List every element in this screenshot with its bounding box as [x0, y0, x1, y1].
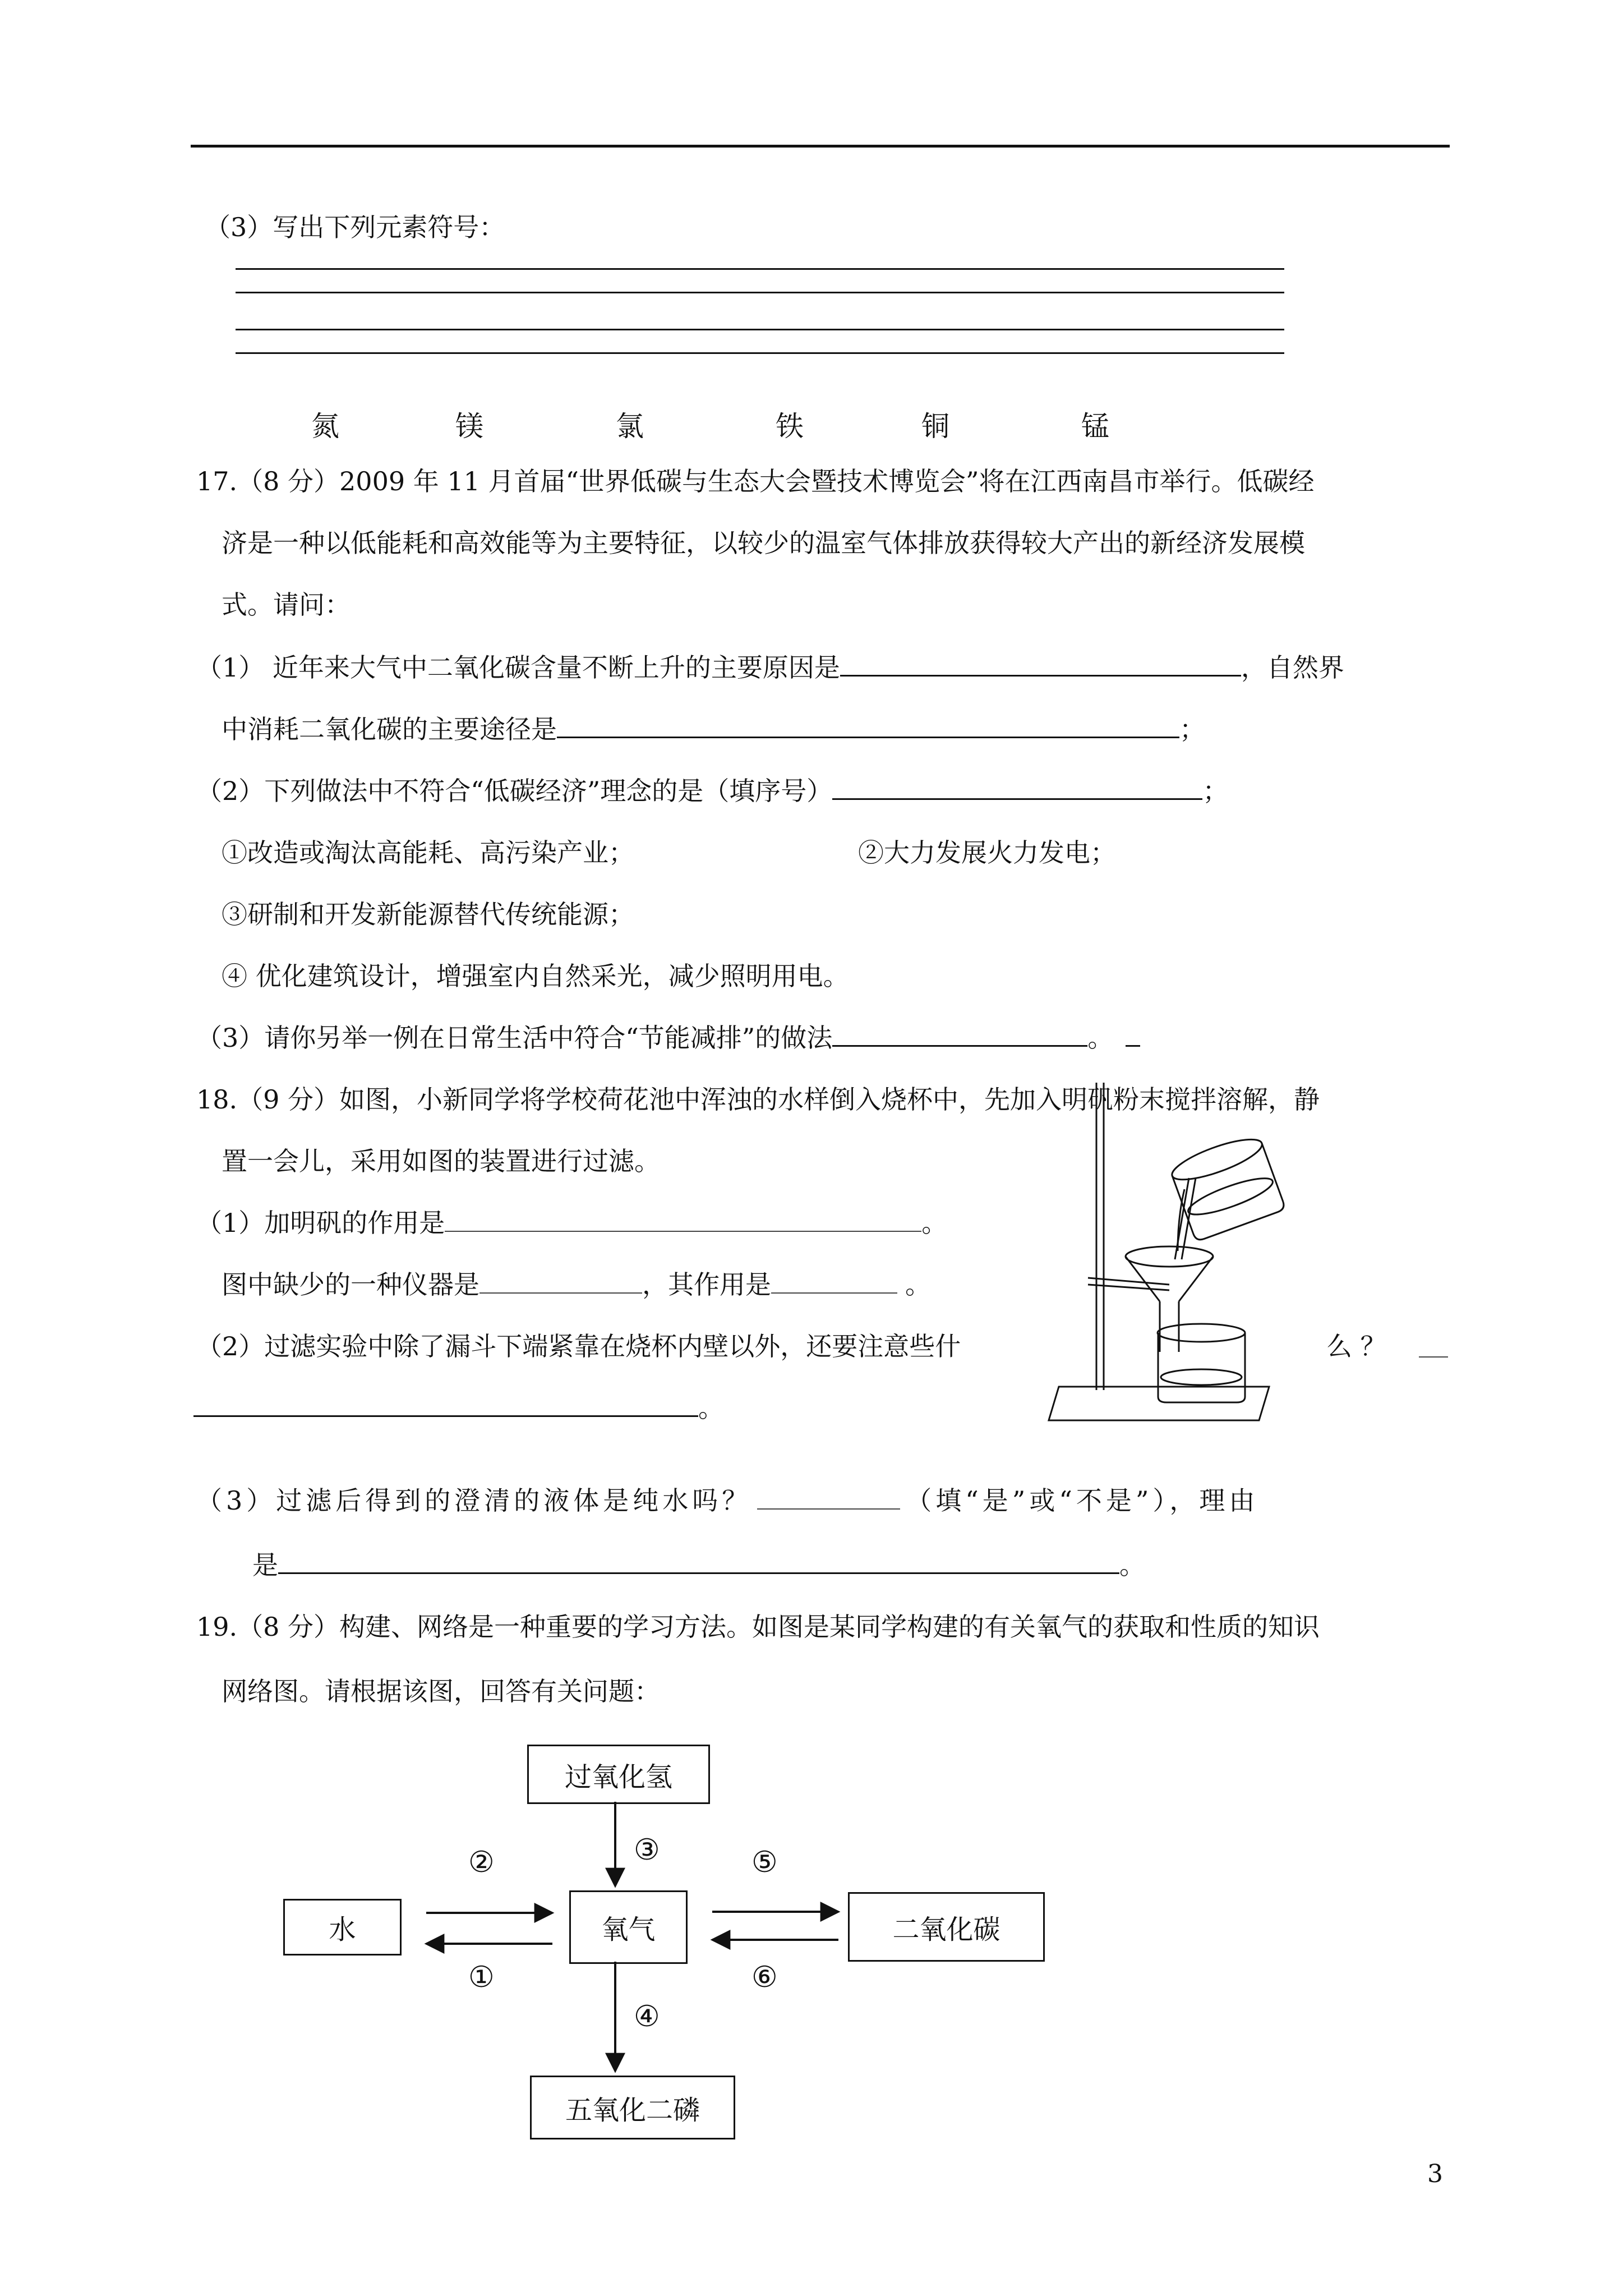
- arrow-label-5: ⑤: [751, 1846, 778, 1879]
- q17-option-3: ③研制和开发新能源替代传统能源；: [222, 899, 634, 930]
- q17-intro-line-2: 济是一种以低能耗和高效能等为主要特征，以较少的温室气体排放获得较大产出的新经济发展模: [222, 528, 1305, 558]
- glass-rod: [1175, 1178, 1189, 1259]
- q18-function-question: ，其作用是: [642, 1269, 771, 1300]
- header-rule: [191, 145, 1450, 148]
- element-cu: 铜: [921, 410, 949, 443]
- writing-line-3: [236, 329, 1284, 330]
- q17-part2-line: [196, 774, 1228, 808]
- q19-intro-line-2: 网络图。请根据该图，回答有关问题：: [222, 1676, 660, 1706]
- q17-part3-question: （3）请你另举一例在日常生活中符合“节能减排”的做法: [196, 1023, 833, 1053]
- q18-part2-answer-blank[interactable]: [193, 1393, 698, 1417]
- q18-part2-line-2: [193, 1391, 724, 1425]
- q18-intro-line-1: 18.（9 分）如图，小新同学将学校荷花池中浑浊的水样倒入烧杯中，先加入明矾粉末搅拌溶解，静: [196, 1084, 1320, 1115]
- q18-function-blank[interactable]: [771, 1270, 897, 1294]
- q19-intro-line-1: 19.（8 分）构建、网络是一种重要的学习方法。如图是某同学构建的有关氧气的获取和性质的知识: [196, 1612, 1320, 1642]
- q17-option-1: ①改造或淘汰高能耗、高污染产业；: [222, 838, 634, 868]
- q18-part1-end-2: 。: [905, 1269, 931, 1300]
- arrow-label-4: ④: [634, 2000, 660, 2033]
- q17-part2-question: （2）下列做法中不符合“低碳经济”理念的是（填序号）: [196, 776, 833, 806]
- liquid-stream: [1178, 1189, 1184, 1251]
- q17-part1-line: [196, 651, 1344, 684]
- q17-part1-suffix: ，自然界: [1241, 652, 1344, 683]
- arrow-label-1: ①: [468, 1961, 495, 1994]
- page-number: 3: [1427, 2160, 1443, 2188]
- q17-part3-trailing-mark: [1126, 1023, 1140, 1047]
- q18-part3-hint: （填“是”或“不是”），理由: [906, 1485, 1259, 1516]
- q17-part1-end: ；: [1179, 714, 1205, 744]
- arrow-label-6: ⑥: [751, 1961, 778, 1994]
- q18-missing-instrument-blank[interactable]: [479, 1270, 642, 1294]
- receiving-beaker: [1158, 1333, 1245, 1402]
- q18-part3-line: [196, 1484, 1258, 1517]
- writing-line-2: [236, 292, 1284, 293]
- writing-line-4: [236, 352, 1284, 354]
- q17-part1-line-2: [222, 712, 1205, 746]
- q17-intro-line-1: 17.（8 分）2009 年 11 月首届“世界低碳与生态大会暨技术博览会”将在江西南昌市举行。低碳经: [196, 466, 1315, 496]
- q17-part1-answer-blank-1[interactable]: [840, 652, 1241, 677]
- q18-intro-line-2: 置一会儿，采用如图的装置进行过滤。: [222, 1146, 660, 1176]
- q17-part1-answer-blank-2[interactable]: [557, 714, 1179, 738]
- q17-part3-line: [196, 1021, 1140, 1055]
- element-mg: 镁: [455, 410, 483, 443]
- q18-part2-line: （2）过滤实验中除了漏斗下端紧靠在烧杯内壁以外，还要注意些什: [196, 1331, 961, 1361]
- funnel: [1126, 1246, 1213, 1267]
- q17-option-2: ②大力发展火力发电；: [858, 838, 1116, 868]
- clamp-arm: [1088, 1278, 1169, 1285]
- q17-part3-answer-blank[interactable]: [832, 1023, 1087, 1047]
- node-phosphorus-pentoxide: 五氧化二磷: [530, 2076, 735, 2139]
- arrow-label-3: ③: [634, 1833, 660, 1867]
- q17-part1-question-2: 中消耗二氧化碳的主要途径是: [222, 714, 557, 744]
- element-cl: 氯: [616, 410, 644, 443]
- q18-part1-end: 。: [921, 1208, 948, 1238]
- q18-part3-reason-label: 是: [252, 1550, 278, 1580]
- q17-part2-answer-blank[interactable]: [832, 776, 1202, 800]
- q18-part1-question: （1）加明矾的作用是: [196, 1208, 445, 1238]
- q18-part1-answer-blank[interactable]: [445, 1208, 921, 1232]
- q18-part3-line-2: [252, 1548, 1145, 1582]
- writing-line-1: [236, 268, 1284, 270]
- q18-part1-line-2: [222, 1268, 931, 1301]
- q18-part2-line-continued: 么 ？: [1326, 1331, 1386, 1361]
- q17-intro-line-3: 式。请问：: [222, 590, 351, 620]
- q17-part2-end: ；: [1202, 776, 1229, 806]
- q18-missing-instrument-question: 图中缺少的一种仪器是: [222, 1269, 479, 1300]
- pouring-beaker: [1168, 1131, 1286, 1241]
- q16-3-prompt: （3）写出下列元素符号：: [205, 212, 505, 242]
- q17-option-4: ④ 优化建筑设计，增强室内自然采光，减少照明用电。: [222, 961, 849, 991]
- q18-part3-end: 。: [1119, 1550, 1145, 1580]
- node-water: 水: [283, 1899, 402, 1955]
- q18-part1-line: [196, 1206, 947, 1240]
- q18-part2-end: 。: [698, 1393, 724, 1423]
- stand-base: [1049, 1387, 1269, 1420]
- element-fe: 铁: [776, 410, 804, 443]
- element-mn: 锰: [1081, 410, 1109, 443]
- node-carbon-dioxide: 二氧化碳: [848, 1892, 1045, 1962]
- q18-part3-question: （3）过滤后得到的澄清的液体是纯水吗？: [196, 1485, 752, 1516]
- q18-part3-reason-blank[interactable]: [278, 1550, 1119, 1574]
- q18-part3-yes-no-blank[interactable]: [757, 1486, 900, 1510]
- node-hydrogen-peroxide: 过氧化氢: [527, 1745, 710, 1804]
- q17-part3-end: 。: [1087, 1023, 1114, 1053]
- node-oxygen: 氧气: [569, 1890, 688, 1964]
- element-n: 氮: [311, 410, 339, 443]
- arrow-label-2: ②: [468, 1846, 495, 1879]
- q18-part2-blank-start[interactable]: [1419, 1356, 1448, 1358]
- q17-part1-question: （1） 近年来大气中二氧化碳含量不断上升的主要原因是: [196, 652, 840, 683]
